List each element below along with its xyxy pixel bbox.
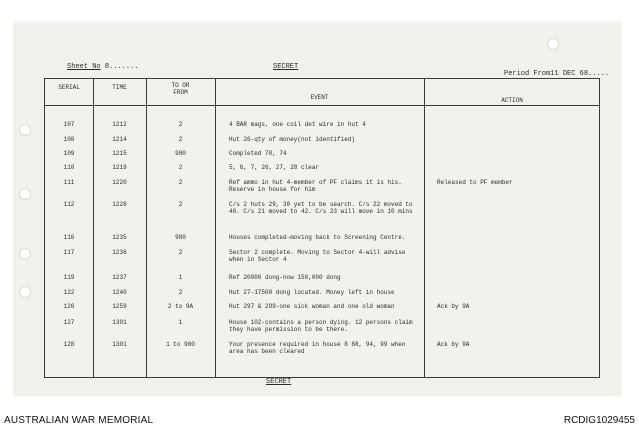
- cell-time: 1220: [112, 179, 127, 186]
- cell-serial: 119: [63, 274, 75, 281]
- cell-tofrom: 2: [178, 164, 183, 171]
- cell-tofrom: 2 to 9A: [167, 303, 194, 310]
- footer-source: AUSTRALIAN WAR MEMORIAL: [4, 415, 154, 426]
- cell-event: Your presence required in house 8 88, 94, 99 when area has been cleared: [229, 341, 406, 355]
- cell-event: Hut 297 & 299-one sick woman and one old woman: [229, 303, 395, 310]
- cell-event: Ref ammo in hut 4-member of PF claims it is his. Reserve in house for him: [229, 179, 402, 193]
- cell-serial: 107: [63, 121, 75, 128]
- cell-time: 1240: [112, 289, 127, 296]
- cell-event: C/s 2 huts 29, 30 yet to be search. C/s 22 moved to 40. C/s 21 moved to 42. C/s 23 will move in 10 mins: [229, 201, 413, 215]
- cell-time: 1301: [112, 341, 127, 348]
- cell-time: 1228: [112, 201, 127, 208]
- cell-event: Houses completed-moving back to Screening Centre.: [229, 234, 406, 241]
- cell-tofrom: 2: [178, 201, 183, 208]
- cell-event: Ref 20000 dong-now 150,000 dong: [229, 274, 341, 281]
- cell-serial: 128: [63, 341, 75, 348]
- cell-action: Ack by 9A: [437, 341, 470, 348]
- col-time: TIME: [112, 84, 127, 91]
- punch-hole: [19, 188, 31, 200]
- cell-tofrom: 2: [178, 289, 183, 296]
- cell-tofrom: 1 to 980: [166, 341, 195, 348]
- cell-time: 1212: [112, 121, 127, 128]
- cell-event: Hut 26-qty of money(not identified): [229, 136, 356, 143]
- cell-time: 1215: [112, 150, 127, 157]
- cell-time: 1235: [112, 234, 127, 241]
- period: Period From11 DEC 68.....: [504, 70, 610, 78]
- cell-event: House 102-contains a person dying. 12 persons claim they have permission to be there.: [229, 319, 413, 333]
- cell-time: 1214: [112, 136, 127, 143]
- cell-tofrom: 2: [178, 249, 183, 256]
- cell-serial: 108: [63, 136, 75, 143]
- footer-id: RCDIG1029455: [563, 415, 635, 426]
- cell-tofrom: 1: [178, 319, 183, 326]
- cell-serial: 112: [63, 201, 75, 208]
- cell-event: Hut 27-17500 dong located. Money left in house: [229, 289, 395, 296]
- cell-serial: 111: [63, 179, 75, 186]
- cell-tofrom: 2: [178, 136, 183, 143]
- cell-event: 5, 6, 7, 26, 27, 28 clear: [229, 164, 320, 171]
- cell-serial: 127: [63, 319, 75, 326]
- cell-event: 4 BAR mags, one coil det wire in hut 4: [229, 121, 366, 128]
- footer-bar: [0, 410, 639, 431]
- cell-serial: 117: [63, 249, 75, 256]
- cell-tofrom: 2: [178, 121, 183, 128]
- classification-top: SECRET: [273, 63, 299, 71]
- col-action: ACTION: [501, 97, 523, 104]
- cell-serial: 110: [63, 164, 75, 171]
- cell-tofrom: 2: [178, 179, 183, 186]
- col-to-from: TO OR FROM: [171, 82, 190, 96]
- cell-serial: 116: [63, 234, 75, 241]
- classification-bottom: SECRET: [266, 378, 292, 386]
- cell-serial: 126: [63, 303, 75, 310]
- col-event: EVENT: [310, 94, 329, 101]
- cell-serial: 122: [63, 289, 75, 296]
- cell-time: 1259: [112, 303, 127, 310]
- cell-event: Sector 2 complete. Moving to Sector 4-will advise when in Sector 4: [229, 249, 406, 263]
- col-serial: SERIAL: [58, 84, 80, 91]
- cell-tofrom: 980: [175, 234, 186, 241]
- cell-event: Completed 78, 74: [229, 150, 287, 157]
- war-diary-table: [44, 78, 600, 378]
- cell-serial: 109: [63, 150, 75, 157]
- punch-hole: [19, 124, 31, 136]
- cell-tofrom: 980: [175, 150, 186, 157]
- cell-action: Released to PF member: [437, 179, 513, 186]
- cell-time: 1237: [112, 274, 127, 281]
- cell-time: 1301: [112, 319, 127, 326]
- sheet-number: Sheet No 8.......: [67, 63, 139, 71]
- punch-hole: [19, 248, 31, 260]
- punch-hole: [19, 286, 31, 298]
- cell-tofrom: 1: [178, 274, 183, 281]
- punch-hole: [547, 38, 559, 50]
- cell-action: Ack by 9A: [437, 303, 470, 310]
- cell-time: 1219: [112, 164, 127, 171]
- cell-time: 1236: [112, 249, 127, 256]
